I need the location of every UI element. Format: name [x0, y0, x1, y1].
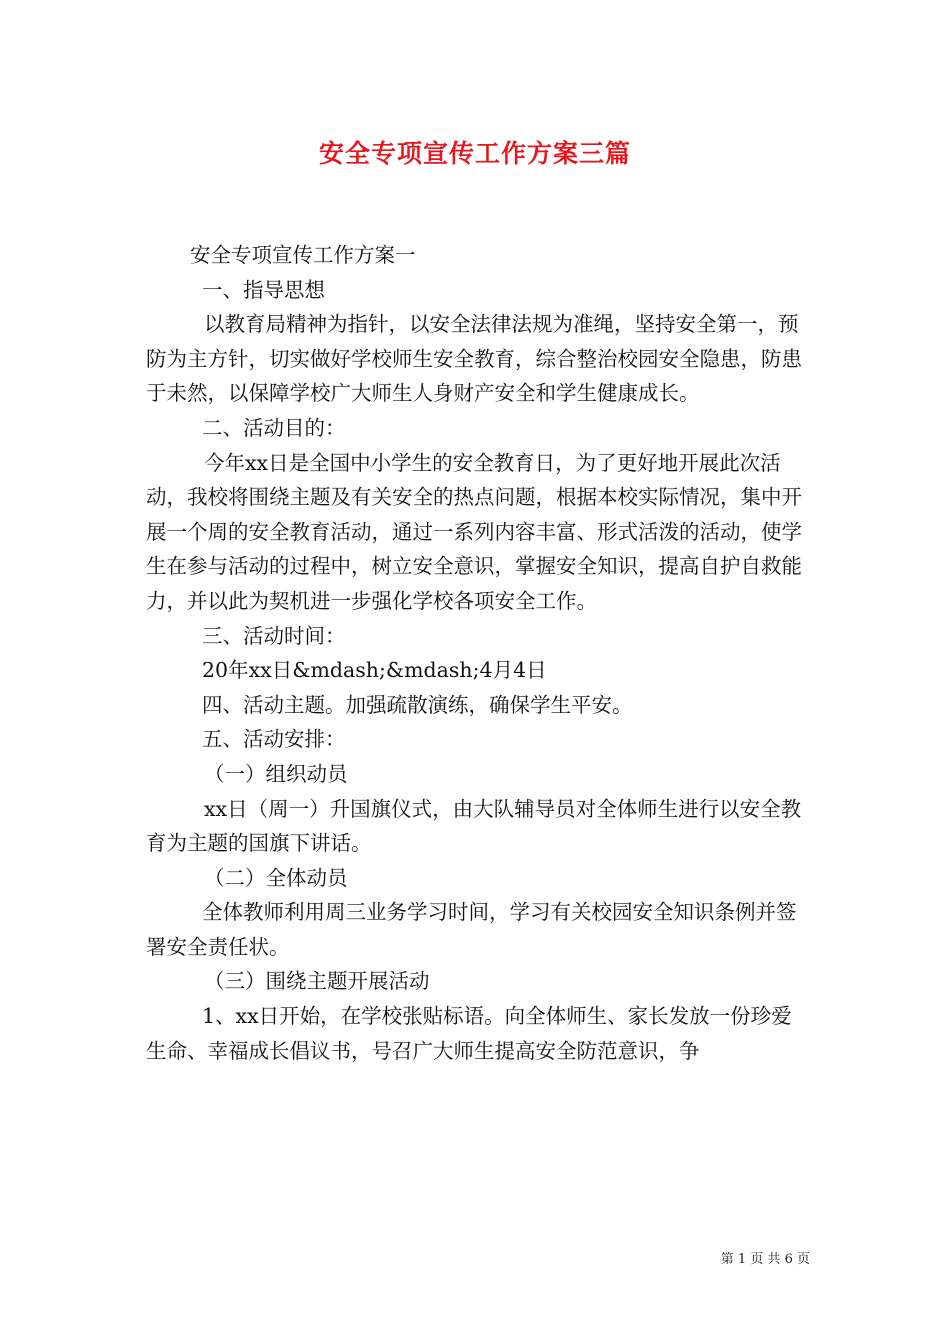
paragraph: 三、活动时间： [202, 623, 346, 648]
page-number-footer: 第 1 页 共 6 页 [720, 1252, 810, 1267]
paragraph: 一、指导思想 [202, 277, 325, 302]
paragraph: （一）组织动员 [204, 761, 348, 786]
paragraph: （三）围绕主题开展活动 [204, 969, 430, 994]
paragraph: 以教育局精神为指针，以安全法律法规为准绳，坚持安全第一，预防为主方针，切实做好学校师生安全教育，综合整治校园安全隐患，防患于未然，以保障学校广大师生人身财产安全和学生健康成长。 [146, 312, 802, 406]
paragraph: 今年xx日是全国中小学生的安全教育日，为了更好地开展此次活动，我校将围绕主题及有关安全的热点问题，根据本校实际情况，集中开展一个周的安全教育活动，通过一系列内容丰富、形式活泼的活动，使学生在参与活动的过程中，树立安全意识，掌握安全知识，提高自护自救能力，并以此为契机进一步强化学校各项安全工作。 [146, 450, 802, 613]
document-title: 安全专项宣传工作方案三篇 [318, 139, 631, 168]
paragraph: 五、活动安排： [202, 727, 346, 752]
paragraph: xx日（周一）升国旗仪式，由大队辅导员对全体师生进行以安全教育为主题的国旗下讲话。 [146, 796, 802, 856]
paragraph: 四、活动主题。加强疏散演练，确保学生平安。 [202, 692, 633, 717]
document-body [146, 238, 810, 1068]
paragraph: 二、活动目的： [202, 415, 346, 440]
paragraph: 全体教师利用周三业务学习时间，学习有关校园安全知识条例并签署安全责任状。 [146, 900, 797, 959]
paragraph: 安全专项宣传工作方案一 [190, 243, 416, 267]
paragraph: 1、xx日开始，在学校张贴标语。向全体师生、家长发放一份珍爱生命、幸福成长倡议书，号召广大师生提高安全防范意识，争 [146, 1004, 792, 1063]
paragraph: （二）全体动员 [204, 865, 348, 890]
paragraph: 20年xx日&mdash;&mdash;4月4日 [202, 658, 547, 683]
